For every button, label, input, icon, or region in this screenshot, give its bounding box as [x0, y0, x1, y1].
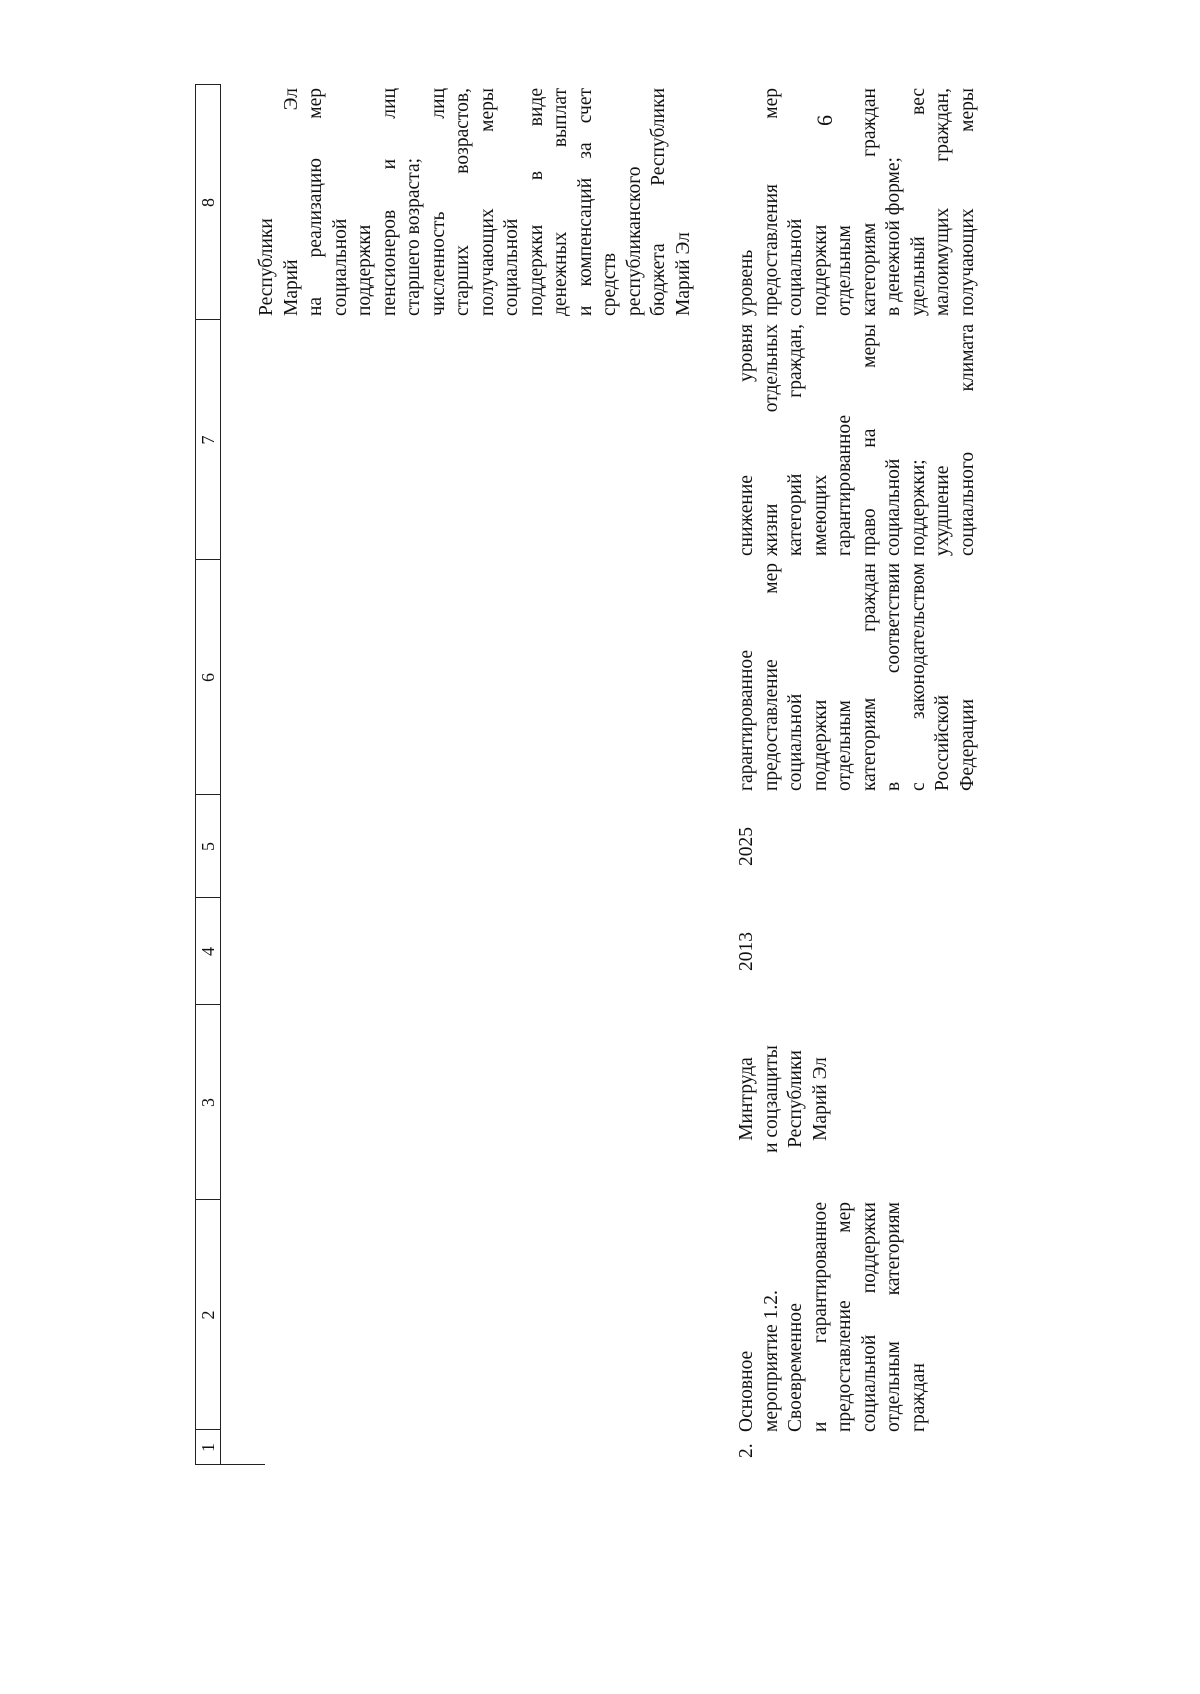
- header-bottom-border: [220, 85, 221, 1465]
- cell-line: пенсионеров и лиц: [378, 88, 400, 316]
- cell-indicators: [735, 88, 980, 316]
- cell-line: получающих меры: [476, 88, 498, 316]
- cell-line: Республики: [785, 1050, 806, 1148]
- cell-line: малоимущих граждан,: [932, 88, 953, 316]
- cell-event-name: [735, 1202, 931, 1432]
- cell-line: отдельным: [834, 225, 855, 316]
- cell-line: поддержки: [809, 699, 831, 791]
- cell-line: гарантированное: [736, 649, 757, 791]
- column-header-1: 1: [198, 1443, 218, 1452]
- cell-line: получающих меры: [956, 88, 978, 316]
- cell-line: в соответствии: [883, 563, 904, 791]
- cell-line: предоставления мер: [760, 88, 782, 316]
- cell-line: ухудшение: [932, 465, 953, 556]
- cell-line: на реализацию мер: [305, 88, 326, 316]
- cell-line: Своевременное: [785, 1303, 806, 1432]
- cell-line: отдельным: [834, 700, 855, 791]
- cell-line: Российской: [932, 694, 953, 791]
- cell-line: социальной: [883, 458, 904, 556]
- cell-line: Минтруда: [736, 1057, 757, 1141]
- cell-line: социальной: [329, 218, 351, 316]
- cell-line: поддержки;: [907, 459, 929, 556]
- cell-line: снижение уровня: [736, 324, 757, 556]
- cell-line: в денежной форме;: [883, 157, 904, 316]
- cell-line: Федерации: [956, 698, 978, 791]
- cell-line: и компенсаций за счет: [574, 88, 596, 316]
- column-header-6: 6: [198, 673, 218, 682]
- cell-line: поддержки: [354, 224, 375, 316]
- cell-line: социального климата: [956, 324, 978, 556]
- cell-start-year: 2013: [736, 932, 757, 971]
- cell-line: предоставление мер: [834, 1202, 855, 1432]
- column-header-4: 4: [198, 947, 218, 956]
- row-number: 2.: [736, 1443, 757, 1458]
- cell-line: Марий Эл: [672, 232, 694, 316]
- column-header-7: 7: [198, 435, 218, 445]
- column-header-3: 3: [198, 1098, 218, 1107]
- cell-line: численность лиц: [427, 88, 449, 316]
- cell-line: социальной: [785, 693, 806, 791]
- cell-line: бюджета Республики: [648, 88, 669, 316]
- cell-line: и гарантированное: [809, 1202, 831, 1432]
- cell-line: мероприятие 1.2.: [760, 1290, 782, 1432]
- cell-line: предоставление мер: [760, 563, 782, 791]
- cell-line: гарантированное: [834, 414, 855, 556]
- cell-line: уровень: [736, 249, 757, 316]
- cell-line: Основное: [736, 1350, 757, 1432]
- cell-expected-result: [735, 563, 980, 791]
- cell-line: старших возрастов,: [452, 88, 473, 316]
- cell-line: средств: [599, 252, 620, 316]
- cell-line: категориям граждан: [858, 563, 880, 791]
- cell-line: Марий Эл: [809, 1057, 831, 1141]
- cell-line: республиканского: [623, 166, 645, 316]
- cell-line: категорий граждан,: [785, 324, 806, 556]
- cell-line: денежных выплат: [550, 88, 571, 316]
- cell-line: социальной поддержки: [858, 1202, 880, 1432]
- cell-line: социальной: [785, 218, 806, 316]
- cell-line: Марий Эл: [280, 88, 302, 316]
- cell-line: поддержки в виде: [525, 88, 547, 316]
- cell-line: отдельным категориям: [883, 1202, 904, 1432]
- cell-line: имеющих: [809, 474, 831, 556]
- cell-line: право на меры: [858, 324, 880, 556]
- cell-consequences: [735, 324, 980, 556]
- cell-line: поддержки: [809, 224, 831, 316]
- cell-line: с законодательством: [907, 563, 929, 791]
- cell-line: социальной: [501, 218, 522, 316]
- page-number: 6: [812, 115, 837, 126]
- cell-line: старшего возраста;: [403, 157, 424, 316]
- cell-line: и соцзащиты: [760, 1045, 782, 1153]
- cell-line: жизни отдельных: [760, 324, 782, 556]
- column-header-8: 8: [198, 198, 218, 207]
- cell-line: Республики: [256, 218, 277, 316]
- cell-col8-continuation: [255, 88, 696, 316]
- cell-responsible: [735, 1004, 833, 1194]
- column-header-2: 2: [198, 1310, 218, 1320]
- cell-line: граждан: [907, 1363, 929, 1432]
- cell-line: удельный вес: [907, 88, 929, 316]
- cell-end-year: 2025: [736, 827, 757, 866]
- column-header-5: 5: [198, 842, 218, 851]
- cell-line: категориям граждан: [858, 88, 880, 316]
